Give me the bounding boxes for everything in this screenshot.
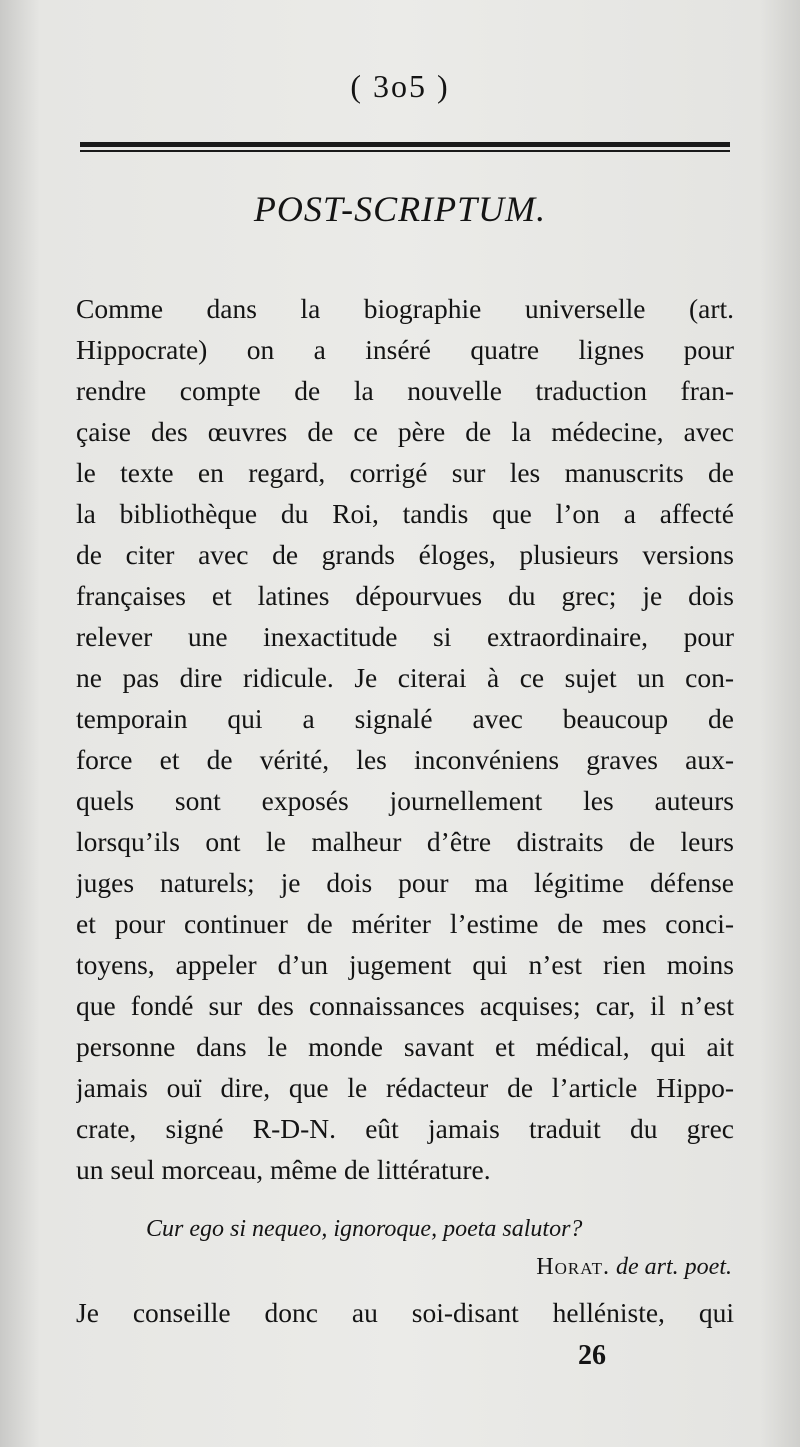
paragraph-line: que fondé sur des connaissances acquises; car, il n’est (76, 990, 734, 1021)
latin-quotation (76, 1210, 734, 1286)
paragraph-line: ne pas dire ridicule. Je citerai à ce sujet un con- (76, 662, 734, 693)
paragraph-line: Comme dans la biographie universelle (art. (76, 293, 734, 324)
paragraph-line: crate, signé R-D-N. eût jamais traduit du grec (76, 1113, 734, 1144)
continuation-paragraph (76, 1292, 734, 1333)
section-heading: POST-SCRIPTUM. (253, 189, 547, 229)
paragraph-line: et pour continuer de mériter l’estime de mes conci- (76, 908, 734, 939)
signature-mark: 26 (578, 1340, 606, 1371)
paragraph-line: temporain qui a signalé avec beaucoup de (76, 703, 734, 734)
paragraph-line: de citer avec de grands éloges, plusieurs versions (76, 539, 734, 570)
attribution-author: Horat. (536, 1254, 611, 1280)
paragraph-line: personne dans le monde savant et médical, qui ait (76, 1031, 734, 1062)
paragraph-line: lorsqu’ils ont le malheur d’être distraits de leurs (76, 826, 734, 857)
paragraph-line: quels sont exposés journellement les auteurs (76, 785, 734, 816)
page-number: ( 3o5 ) (350, 68, 450, 104)
paragraph-line: Hippocrate) on a inséré quatre lignes pour (76, 334, 734, 365)
paragraph-line: çaise des œuvres de ce père de la médecine, avec (76, 416, 734, 447)
paragraph-line: jamais ouï dire, que le rédacteur de l’article Hippo- (76, 1072, 734, 1103)
paragraph-line: rendre compte de la nouvelle traduction fran- (76, 375, 734, 406)
attribution-work: de art. poet. (616, 1254, 732, 1280)
header-rule-thick (80, 142, 730, 147)
paragraph-line: un seul morceau, même de littérature. (76, 1154, 491, 1185)
quotation-verse: Cur ego si nequeo, ignoroque, poeta salutor? (146, 1216, 583, 1242)
paragraph-line: le texte en regard, corrigé sur les manuscrits de (76, 457, 734, 488)
paragraph-line: françaises et latines dépourvues du grec; je dois (76, 580, 734, 611)
paragraph-line: la bibliothèque du Roi, tandis que l’on a affecté (76, 498, 734, 529)
paragraph-line: toyens, appeler d’un jugement qui n’est rien moins (76, 949, 734, 980)
paragraph-line: Je conseille donc au soi-disant helléniste, qui (76, 1297, 734, 1328)
header-rule-thin (80, 150, 730, 152)
paragraph-line: relever une inexactitude si extraordinaire, pour (76, 621, 734, 652)
quotation-attribution (76, 1248, 734, 1286)
paragraph-line: force et de vérité, les inconvéniens graves aux- (76, 744, 734, 775)
main-paragraph (76, 288, 734, 1190)
paragraph-line: juges naturels; je dois pour ma légitime défense (76, 867, 734, 898)
header-rule (80, 142, 730, 152)
